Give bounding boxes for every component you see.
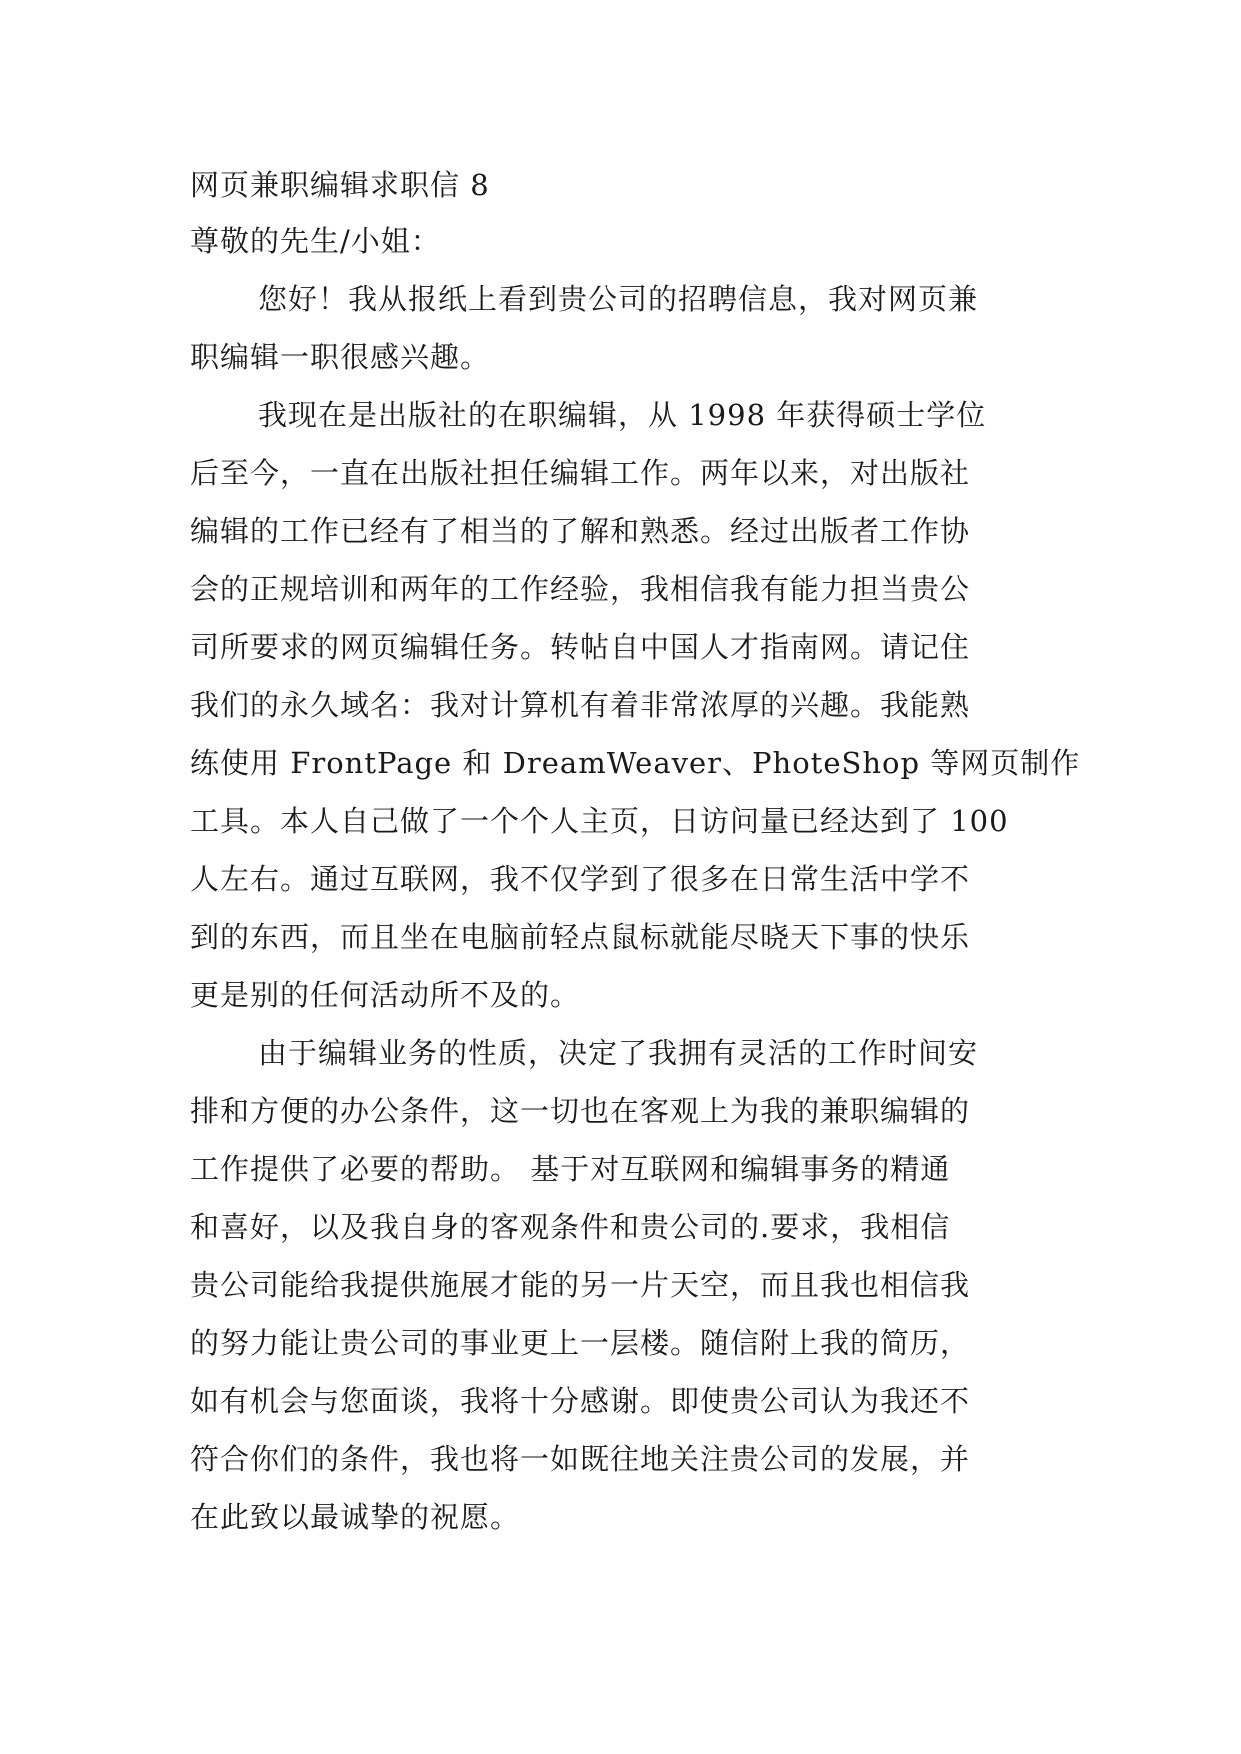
document-page <box>190 158 1081 1546</box>
document-title: 网页兼职编辑求职信 8 <box>190 168 490 202</box>
paragraph-line: 和喜好，以及我自身的客观条件和贵公司的.要求，我相信 <box>190 1210 951 1244</box>
paragraph-line: 司所要求的网页编辑任务。转帖自中国人才指南网。请记住 <box>190 630 971 664</box>
salutation: 尊敬的先生/小姐： <box>190 224 441 258</box>
paragraph-2 <box>190 386 1081 1024</box>
paragraph-line: 后至今，一直在出版社担任编辑工作。两年以来，对出版社 <box>190 456 971 490</box>
paragraph-line: 工具。本人自己做了一个个人主页，日访问量已经达到了 100 <box>190 804 1009 838</box>
paragraph-line: 到的东西，而且坐在电脑前轻点鼠标就能尽晓天下事的快乐 <box>190 920 971 954</box>
paragraph-line: 您好！我从报纸上看到贵公司的招聘信息，我对网页兼 <box>258 282 979 316</box>
paragraph-line: 的努力能让贵公司的事业更上一层楼。随信附上我的简历， <box>190 1326 971 1360</box>
paragraph-line: 我现在是出版社的在职编辑，从 1998 年获得硕士学位 <box>258 398 987 432</box>
paragraph-line: 排和方便的办公条件，这一切也在客观上为我的兼职编辑的 <box>190 1094 971 1128</box>
letter-body <box>190 270 1081 1546</box>
paragraph-line: 工作提供了必要的帮助。 基于对互联网和编辑事务的精通 <box>190 1152 951 1186</box>
paragraph-line: 符合你们的条件，我也将一如既往地关注贵公司的发展，并 <box>190 1442 971 1476</box>
paragraph-line: 职编辑一职很感兴趣。 <box>190 340 491 374</box>
paragraph-line: 人左右。通过互联网，我不仅学到了很多在日常生活中学不 <box>190 862 971 896</box>
paragraph-line: 由于编辑业务的性质，决定了我拥有灵活的工作时间安 <box>258 1036 979 1070</box>
paragraph-line: 会的正规培训和两年的工作经验，我相信我有能力担当贵公 <box>190 572 971 606</box>
paragraph-line: 练使用 FrontPage 和 DreamWeaver、PhoteShop 等网页制作 <box>190 746 1081 780</box>
paragraph-line: 贵公司能给我提供施展才能的另一片天空，而且我也相信我 <box>190 1268 971 1302</box>
paragraph-3 <box>190 1024 1050 1546</box>
paragraph-1 <box>190 270 1050 386</box>
paragraph-line: 如有机会与您面谈，我将十分感谢。即使贵公司认为我还不 <box>190 1384 971 1418</box>
paragraph-line: 更是别的任何活动所不及的。 <box>190 978 581 1012</box>
paragraph-line: 我们的永久域名：我对计算机有着非常浓厚的兴趣。我能熟 <box>190 688 971 722</box>
paragraph-line: 在此致以最诚挚的祝愿。 <box>190 1500 521 1534</box>
paragraph-line: 编辑的工作已经有了相当的了解和熟悉。经过出版者工作协 <box>190 514 971 548</box>
